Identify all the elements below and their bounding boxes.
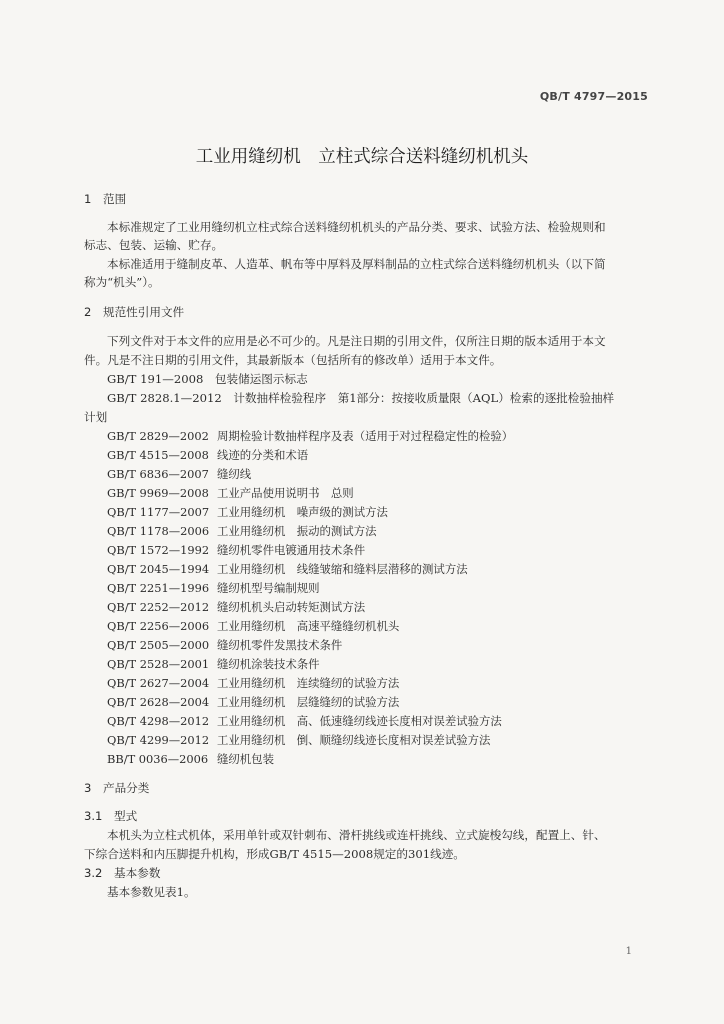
paragraph-line: 称为“机头”）。	[84, 275, 160, 289]
reference-code: QB/T 2045—1994	[107, 562, 210, 576]
reference-item	[107, 599, 365, 615]
reference-item	[107, 713, 502, 729]
reference-item	[107, 751, 274, 767]
reference-title: 缝纫线	[217, 467, 252, 481]
reference-title: 工业用缝纫机 高、低速缝纫线迹长度相对误差试验方法	[217, 714, 502, 728]
document-title: 工业用缝纫机 立柱式综合送料缝纫机机头	[195, 147, 529, 167]
reference-code: QB/T 2628—2004	[107, 695, 210, 709]
reference-code: QB/T 2252—2012	[107, 600, 210, 614]
reference-title: 工业用缝纫机 高速平缝缝纫机机头	[217, 619, 400, 633]
reference-title: 线迹的分类和术语	[217, 448, 309, 462]
reference-title: 缝纫机涂装技术条件	[217, 657, 320, 671]
reference-item	[107, 637, 342, 653]
paragraph-line: 下综合送料和内压脚提升机构，形成GB/T 4515—2008规定的301线迹。	[84, 847, 465, 861]
reference-item	[107, 580, 320, 596]
reference-code: QB/T 2256—2006	[107, 619, 210, 633]
section-2-heading: 2 规范性引用文件	[84, 305, 185, 319]
reference-code: QB/T 4299—2012	[107, 733, 210, 747]
reference-code: GB/T 9969—2008	[107, 486, 209, 500]
reference-code: GB/T 2829—2002	[107, 429, 209, 443]
reference-code: BB/T 0036—2006	[107, 752, 209, 766]
reference-code: QB/T 2528—2001	[107, 657, 210, 671]
reference-item	[107, 561, 468, 577]
reference-item	[107, 542, 365, 558]
reference-item	[107, 523, 376, 539]
reference-item	[107, 428, 513, 444]
reference-title: 周期检验计数抽样程序及表（适用于对过程稳定性的检验）	[217, 429, 514, 443]
reference-item	[107, 694, 399, 710]
reference-item	[107, 732, 490, 748]
reference-item	[107, 618, 399, 634]
reference-code: QB/T 1177—2007	[107, 505, 210, 519]
paragraph-line: 本标准规定了工业用缝纫机立柱式综合送料缝纫机机头的产品分类、要求、试验方法、检验规则和	[107, 220, 606, 234]
reference-title: 缝纫机包装	[217, 752, 274, 766]
subsection-3-2-heading: 3.2 基本参数	[84, 866, 161, 880]
paragraph-line: 下列文件对于本文件的应用是必不可少的。凡是注日期的引用文件，仅所注日期的版本适用于本文	[107, 334, 606, 348]
reference-item: GB/T 191—2008 包装储运图示标志	[107, 372, 308, 386]
reference-code: QB/T 2251—1996	[107, 581, 210, 595]
reference-item	[107, 675, 399, 691]
reference-code: QB/T 4298—2012	[107, 714, 210, 728]
reference-title: 缝纫机机头启动转矩测试方法	[217, 600, 366, 614]
reference-item: GB/T 2828.1—2012 计数抽样检验程序 第1部分：按接收质量限（AQL）检索的逐批检验抽样	[107, 391, 615, 405]
reference-title: 工业用缝纫机 层缝缝纫的试验方法	[217, 695, 400, 709]
reference-item	[107, 447, 308, 463]
reference-title: 缝纫机零件发黑技术条件	[217, 638, 343, 652]
paragraph-line: 标志、包装、运输、贮存。	[84, 238, 224, 252]
subsection-3-1-heading: 3.1 型式	[84, 809, 138, 823]
paragraph-line: 本机头为立柱式机体，采用单针或双针刺布、滑杆挑线或连杆挑线、立式旋梭勾线，配置上、针、	[107, 828, 606, 842]
reference-item	[107, 485, 354, 501]
reference-title: 工业产品使用说明书 总则	[217, 486, 354, 500]
paragraph-line: 基本参数见表1。	[107, 885, 196, 899]
reference-item-continuation: 计划	[84, 410, 108, 424]
reference-title: 缝纫机零件电镀通用技术条件	[217, 543, 366, 557]
reference-code: QB/T 1178—2006	[107, 524, 210, 538]
paragraph-line: 件。凡是不注日期的引用文件，其最新版本（包括所有的修改单）适用于本文件。	[84, 353, 502, 367]
reference-title: 工业用缝纫机 连续缝纫的试验方法	[217, 676, 400, 690]
reference-item	[107, 656, 320, 672]
paragraph-line: 本标准适用于缝制皮革、人造革、帆布等中厚料及厚料制品的立柱式综合送料缝纫机机头（以下简	[107, 257, 606, 271]
reference-code: QB/T 1572—1992	[107, 543, 210, 557]
section-3-heading: 3 产品分类	[84, 781, 150, 795]
page-number: 1	[625, 946, 632, 957]
reference-item	[107, 466, 251, 482]
reference-code: QB/T 2505—2000	[107, 638, 210, 652]
reference-item	[107, 504, 388, 520]
reference-title: 工业用缝纫机 振动的测试方法	[217, 524, 377, 538]
reference-title: 工业用缝纫机 线缝皱缩和缝料层潜移的测试方法	[217, 562, 468, 576]
reference-code: GB/T 6836—2007	[107, 467, 209, 481]
standard-code: QB/T 4797—2015	[539, 90, 648, 103]
reference-code: GB/T 4515—2008	[107, 448, 209, 462]
reference-title: 工业用缝纫机 噪声级的测试方法	[217, 505, 388, 519]
reference-title: 缝纫机型号编制规则	[217, 581, 320, 595]
reference-title: 工业用缝纫机 倒、顺缝纫线迹长度相对误差试验方法	[217, 733, 491, 747]
section-1-heading: 1 范围	[84, 192, 127, 206]
reference-code: QB/T 2627—2004	[107, 676, 210, 690]
